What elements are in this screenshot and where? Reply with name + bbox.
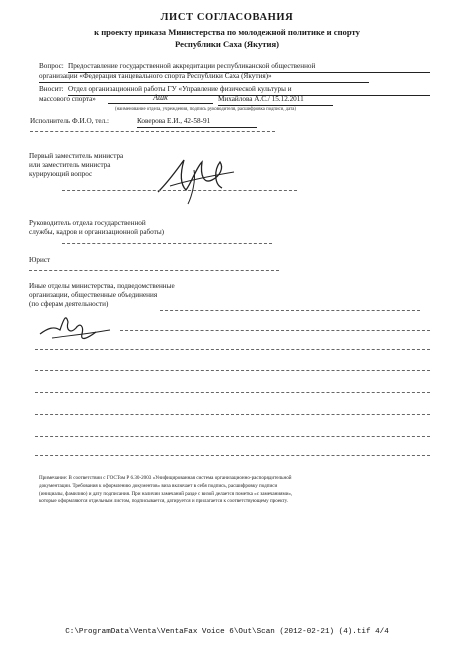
other-dashed-line-5 (35, 392, 430, 393)
other-dashed-line-8 (35, 455, 430, 456)
note-line-4: которые оформляются отдельным листом, подписывается, датируется и прилагается к соответствующему проекту. (39, 498, 288, 505)
deputy-line-1: Первый заместитель министра (29, 152, 124, 160)
note-line-3: (инициалы, фамилию) и дату подписания. При наличии замечаний разде с визой делается пометка «с замечаниями», (39, 490, 293, 497)
deputy-line-3: курирующий вопрос (29, 170, 93, 178)
deputy-line-2: или заместитель министра (29, 161, 111, 169)
executor-dashed-line (30, 131, 275, 132)
question-line-2: организации «Федерация танцевального спорта Республики Саха (Якутия)» (39, 72, 369, 83)
submitted-line-2-prefix: массового спорта» (39, 95, 96, 103)
lawyer-label: Юрист (29, 256, 51, 264)
other-dashed-line-4 (35, 370, 430, 371)
other-dashed-line-7 (35, 436, 430, 437)
deputy-dashed-line (62, 190, 297, 191)
submitted-handwritten: Ашк (108, 93, 213, 104)
hr-dashed-line (62, 243, 272, 244)
submitted-signatory: Михайлова А.С./ 15.12.2011 (218, 95, 333, 106)
hr-line-2: службы, кадров и организационной работы) (29, 228, 165, 236)
hr-line-1: Руководитель отдела государственной (29, 219, 146, 227)
other-line-2: организации, общественные объединения (29, 291, 158, 299)
document-subtitle: к проекту приказа Министерства по молодежной политике и спорту (94, 27, 360, 37)
other-dashed-line-3 (35, 349, 430, 350)
other-dashed-line-6 (35, 414, 430, 415)
submitted-caption: (наименование отдела, учреждения, подпись руководителя, расшифровка подписи, дата) (115, 107, 296, 112)
other-dashed-line-1 (160, 310, 420, 311)
executor-label: Исполнитель Ф.И.О, тел.: (30, 117, 109, 125)
submitted-label: Вносит: (39, 85, 64, 93)
question-line-1: Предоставление государственной аккредитации республиканской общественной (68, 62, 430, 73)
other-line-1: Иные отделы министерства, подведомственные (29, 282, 175, 290)
note-line-1: Примечание: В соответствии с ГОСТом Р 6.30-2003 «Унифицированная система организационно-распорядительной (39, 475, 292, 481)
other-signature-image (36, 308, 126, 348)
fax-footer: C:\ProgramData\Venta\VentaFax Voice 6\Out\Scan (2012-02-21) (4).tif 4/4 (65, 628, 389, 636)
document-republic: Республики Саха (Якутия) (175, 39, 279, 49)
other-dashed-line-2 (120, 330, 430, 331)
lawyer-dashed-line (29, 270, 279, 271)
executor-value: Коверова Е.И., 42-58-91 (137, 117, 257, 128)
deputy-signature-image (150, 150, 240, 210)
other-line-3: (по сферам деятельности) (29, 300, 109, 308)
document-title: ЛИСТ СОГЛАСОВАНИЯ (160, 12, 294, 23)
note-line-2: документации. Требования к оформлению документов» виза включает в себя подпись, расшифровку подписи (39, 482, 278, 489)
note-block (39, 475, 439, 506)
question-label: Вопрос: (39, 62, 64, 70)
submitted-line-1: Отдел организационной работы ГУ «Управление физической культуры и (68, 85, 430, 96)
